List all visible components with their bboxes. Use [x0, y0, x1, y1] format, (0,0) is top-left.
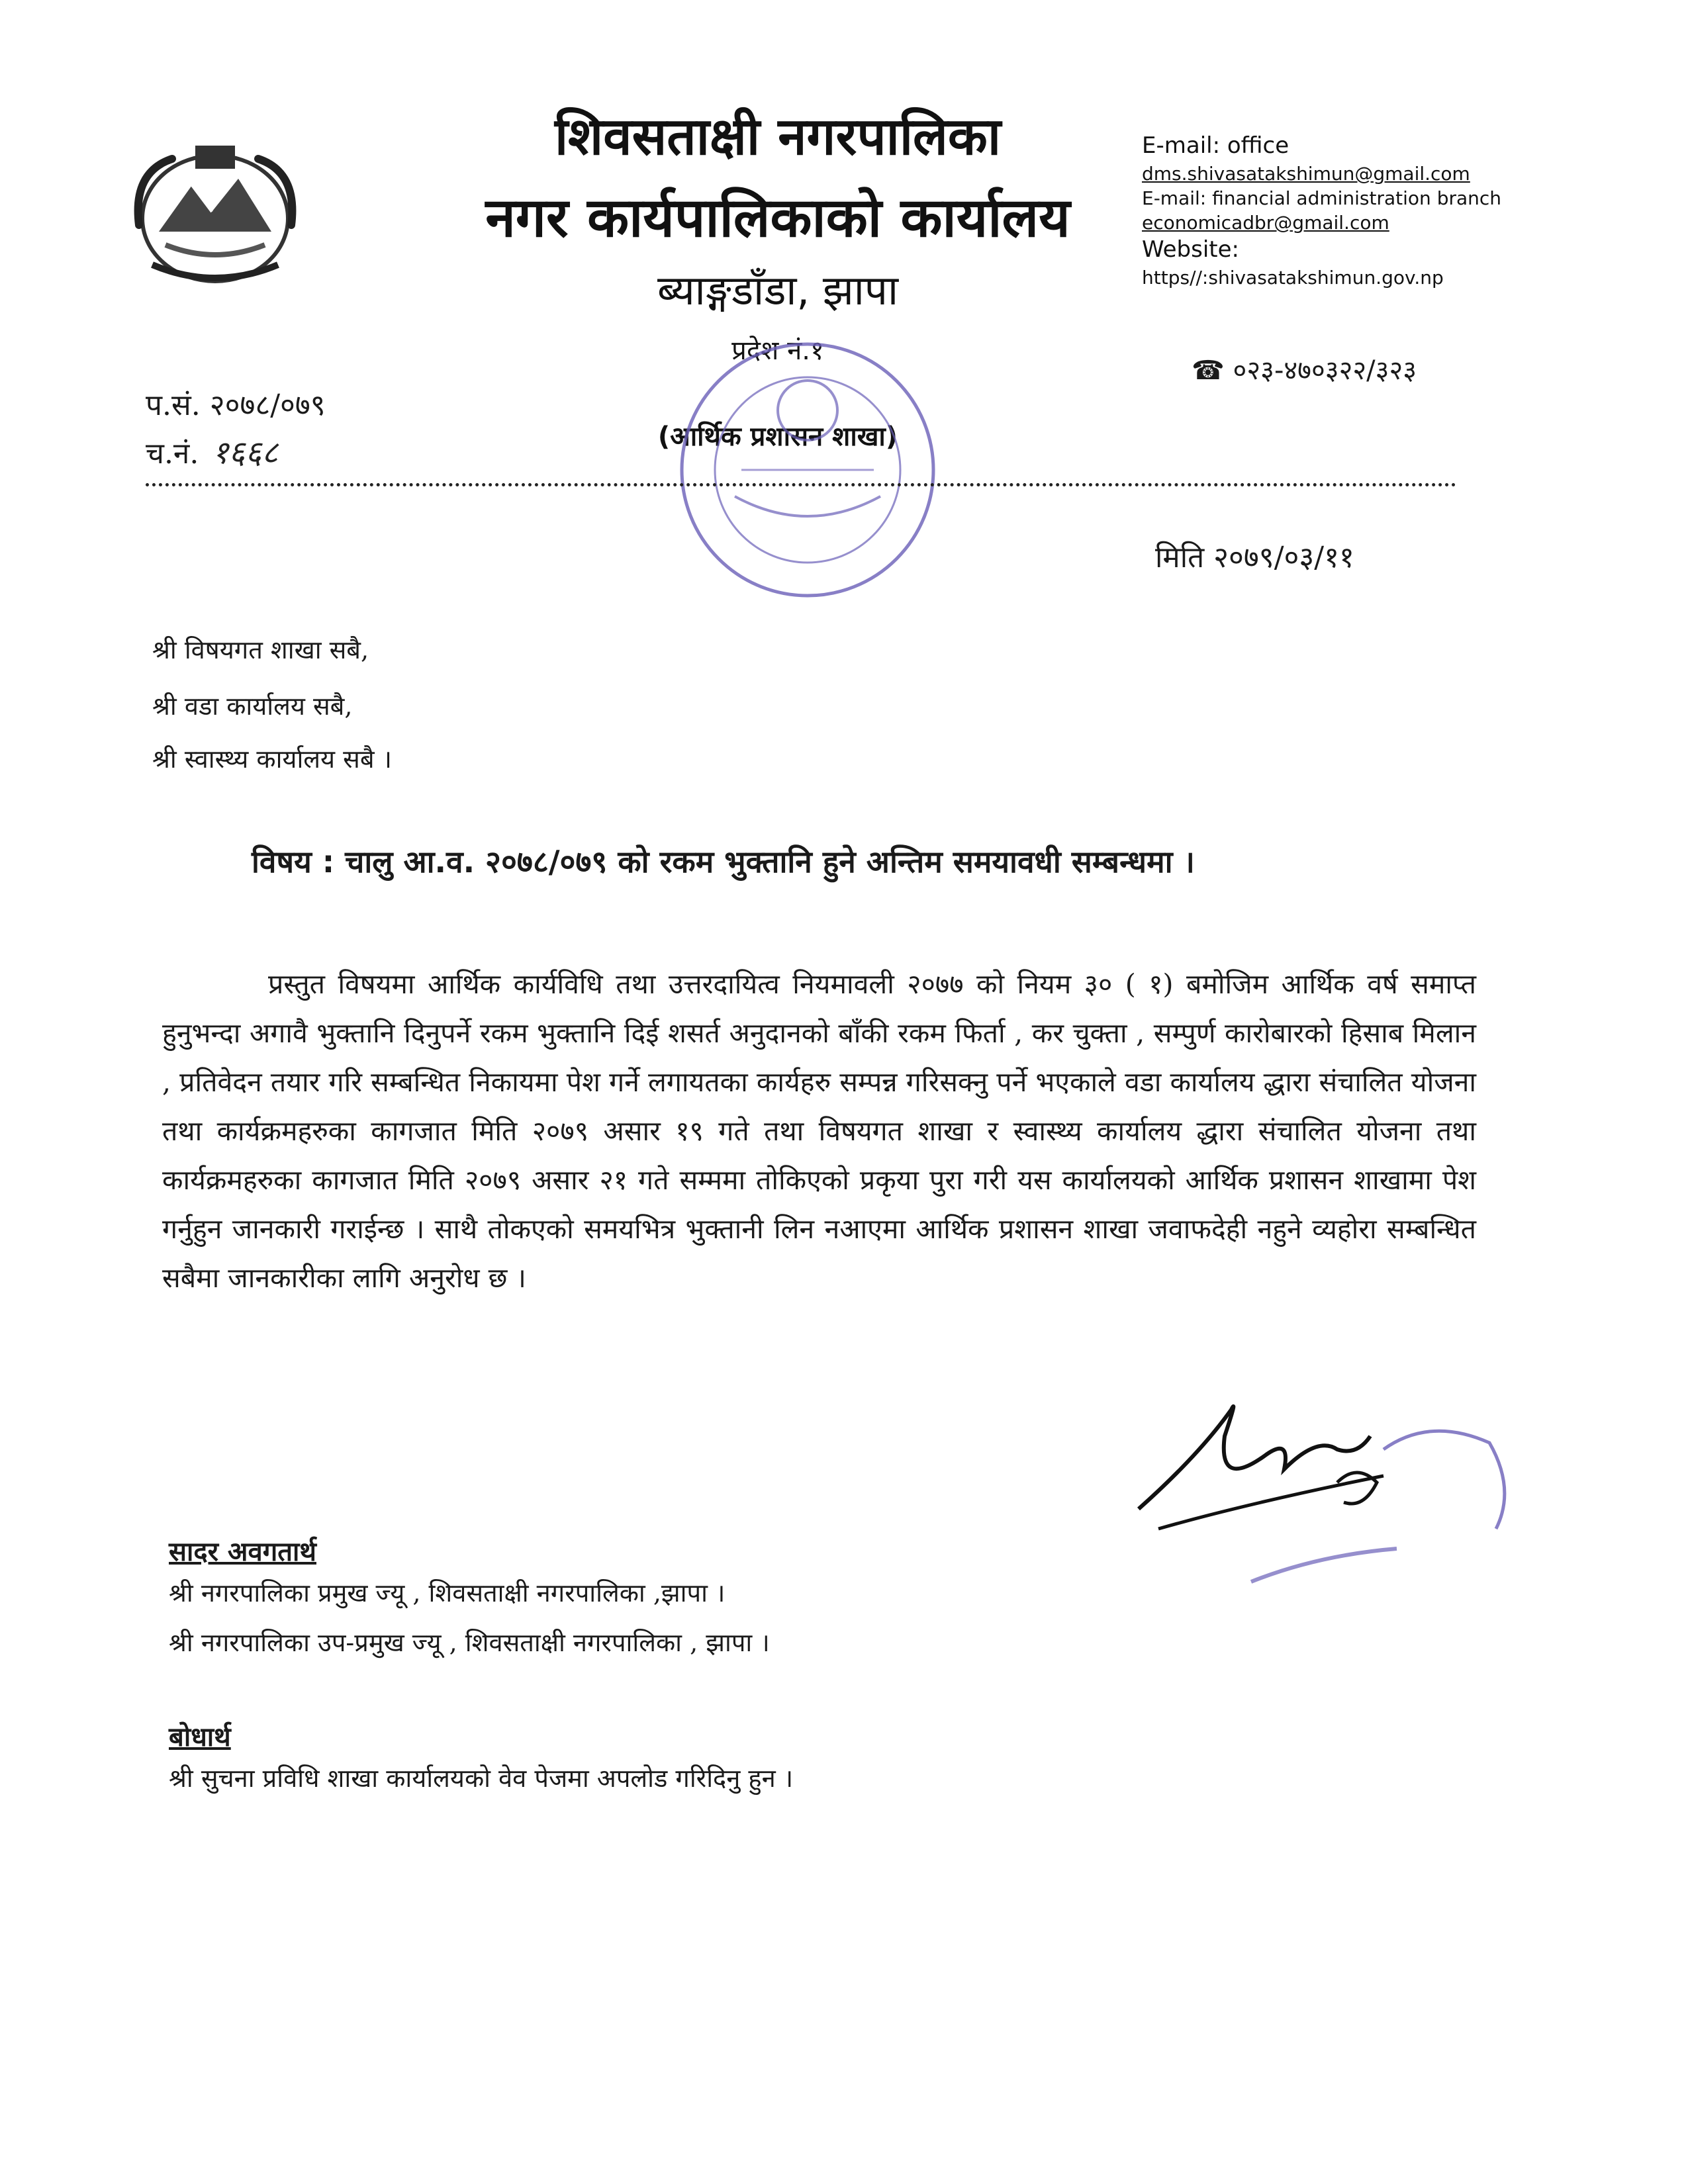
- office-name: नगर कार्यपालिकाको कार्यालय: [485, 187, 1070, 250]
- cc-heading: सादर अवगतार्थ: [169, 1537, 316, 1567]
- email-finance-label: E-mail: financial administration branch: [1142, 187, 1502, 209]
- info-heading: बोधार्थ: [169, 1722, 231, 1752]
- letter-date: मिति २०७९/०३/११: [1155, 541, 1354, 574]
- cc-line: श्री नगरपालिका प्रमुख ज्यू , शिवसताक्षी नगरपालिका ,झापा ।: [169, 1578, 726, 1608]
- email-office-link[interactable]: dms.shivasatakshimun@gmail.com: [1142, 163, 1470, 185]
- cc-line: श्री नगरपालिका उप-प्रमुख ज्यू , शिवसताक्षी नगरपालिका , झापा ।: [169, 1628, 770, 1657]
- province-label: प्रदेश नं.१: [731, 336, 824, 366]
- contact-block: [1142, 132, 1513, 291]
- dispatch-handwritten: १६६८: [212, 434, 279, 471]
- reference-number: प.सं. २०७८/०७९: [146, 388, 326, 422]
- phone-number: ☎ ०२३-४७०३२२/३२३: [1192, 355, 1417, 386]
- email-finance-link[interactable]: economicadbr@gmail.com: [1142, 212, 1389, 234]
- letter-subject: विषय : चालु आ.व. २०७८/०७९ को रकम भुक्तानि हुने अन्तिम समयावधी सम्बन्धमा ।: [252, 844, 1195, 880]
- government-emblem-icon: [113, 132, 318, 298]
- letter-body: प्रस्तुत विषयमा आर्थिक कार्यविधि तथा उत्तरदायित्व नियमावली २०७७ को नियम ३० ( १) बमोजिम आर्थिक वर्ष समाप्त हुनुभन्दा अगावै भुक्तानि दिनुपर्ने रकम भुक्तानि दिई शसर्त अनुदानको बाँकी रकम फिर्ता , कर चुक्ता , सम्पुर्ण कारोबारको हिसाब मिलान , प्रतिवेदन तयार गरि सम्बन्धित निकायमा पेश गर्ने लगायतका कार्यहरु सम्पन्न गरिसक्नु पर्ने भएकाले वडा कार्यालय द्धारा संचालित योजना तथा कार्यक्रमहरुका कागजात मिति २०७९ असार १९ गते तथा विषयगत शाखा र स्वास्थ्य कार्यालय द्धारा संचालित योजना तथा कार्यक्रमहरुका कागजात मिति २०७९ असार २१ गते सम्ममा तोकिएको प्रकृया पुरा गरी यस कार्यालयको आर्थिक प्रशासन शाखामा पेश गर्नुहुन जानकारी गराईन्छ । साथै तोकएको समयभित्र भुक्तानी लिन नआएमा आर्थिक प्रशासन शाखा जवाफदेही नहुने व्यहोरा सम्बन्धित सबैमा जानकारीका लागि अनुरोध छ ।: [162, 968, 1476, 1294]
- branch-label: (आर्थिक प्रशासन शाखा): [657, 422, 898, 452]
- office-address: ब्याङ्गडाँडा, झापा: [657, 266, 899, 314]
- website-label: Website:: [1142, 236, 1239, 263]
- email-office-label: E-mail: office: [1142, 132, 1289, 159]
- info-line: श्री सुचना प्रविधि शाखा कार्यालयको वेव पेजमा अपलोड गरिदिनु हुन ।: [169, 1764, 794, 1793]
- office-stamp-icon: [662, 324, 953, 615]
- recipient-line: श्री स्वास्थ्य कार्यालय सबै ।: [152, 745, 393, 774]
- header-divider: [146, 483, 1456, 486]
- recipient-line: श्री विषयगत शाखा सबै,: [152, 635, 369, 664]
- dispatch-number: [146, 430, 278, 473]
- signature-icon: [1119, 1357, 1529, 1595]
- dispatch-label: च.नं.: [146, 437, 199, 471]
- municipality-name: शिवसताक्षी नगरपालिका: [554, 107, 1002, 167]
- recipient-line: श्री वडा कार्यालय सबै,: [152, 692, 353, 721]
- website-link[interactable]: https//:shivasatakshimun.gov.np: [1142, 267, 1444, 289]
